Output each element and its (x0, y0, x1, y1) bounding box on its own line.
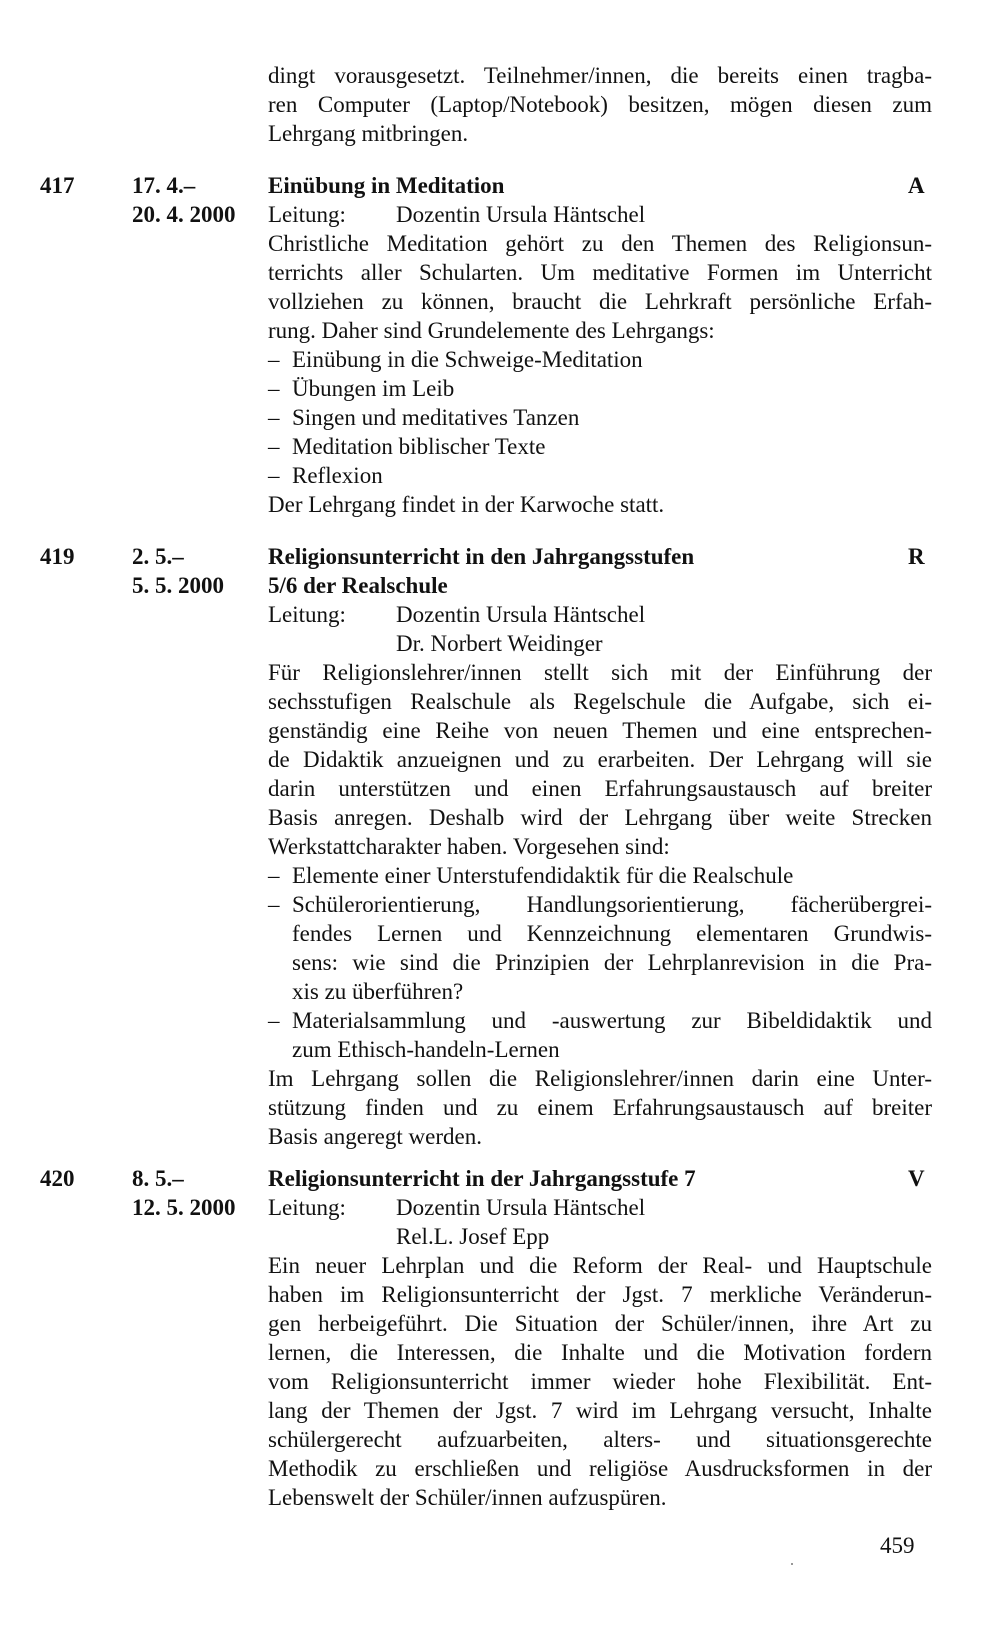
lead-name: Dr. Norbert Weidinger (396, 631, 603, 656)
course-flag: A (908, 173, 925, 198)
intro-line: dingt vorausgesetzt. Teilnehmer/innen, die bereits einen tragba- (268, 63, 932, 88)
course-body-line: Christliche Meditation gehört zu den Themen des Religionsun- (268, 231, 932, 256)
lead-name: Dozentin Ursula Häntschel (396, 602, 646, 627)
page-number: 459 (880, 1533, 915, 1558)
course-body-line: terrichts aller Schularten. Um meditative Formen im Unterricht (268, 260, 932, 285)
lead-label: Leitung: (268, 602, 346, 627)
course-date-start: 2. 5.– (132, 544, 184, 569)
course-closing: stützung finden und zu einem Erfahrungsaustausch auf breiter (268, 1095, 932, 1120)
course-body-line: Basis anregen. Deshalb wird der Lehrgang über weite Strecken (268, 805, 932, 830)
list-item-cont: xis zu überführen? (292, 979, 464, 1004)
course-body-line: Lebenswelt der Schüler/innen aufzuspüren. (268, 1485, 667, 1510)
list-dash: – (268, 347, 280, 372)
course-closing: Basis angeregt werden. (268, 1124, 482, 1149)
scan-speck (791, 1563, 793, 1565)
course-date-start: 8. 5.– (132, 1166, 184, 1191)
course-date-start: 17. 4.– (132, 173, 196, 198)
course-body-line: Für Religionslehrer/innen stellt sich mit der Einführung der (268, 660, 932, 685)
list-item: Einübung in die Schweige-Meditation (292, 347, 643, 372)
course-body-line: vollziehen zu können, braucht die Lehrkraft persönliche Erfah- (268, 289, 932, 314)
course-flag: V (908, 1166, 925, 1191)
course-closing: Im Lehrgang sollen die Religionslehrer/innen darin eine Unter- (268, 1066, 932, 1091)
course-flag: R (908, 544, 925, 569)
list-dash: – (268, 434, 280, 459)
course-body-line: haben im Religionsunterricht der Jgst. 7 merkliche Veränderun- (268, 1282, 932, 1307)
course-date-end: 12. 5. 2000 (132, 1195, 236, 1220)
course-number: 420 (40, 1166, 75, 1191)
list-item: Meditation biblischer Texte (292, 434, 546, 459)
intro-line: Lehrgang mitbringen. (268, 121, 469, 146)
lead-label: Leitung: (268, 1195, 346, 1220)
lead-name: Dozentin Ursula Häntschel (396, 202, 646, 227)
course-body-line: lernen, die Interessen, die Inhalte und die Motivation fordern (268, 1340, 932, 1365)
course-date-end: 20. 4. 2000 (132, 202, 236, 227)
course-body-line: rung. Daher sind Grundelemente des Lehrgangs: (268, 318, 715, 343)
lead-label: Leitung: (268, 202, 346, 227)
course-body-line: schülergerecht aufzuarbeiten, alters- und situationsgerechte (268, 1427, 932, 1452)
course-number: 419 (40, 544, 75, 569)
list-item: Reflexion (292, 463, 383, 488)
list-dash: – (268, 892, 280, 917)
course-body-line: gen herbeigeführt. Die Situation der Schüler/innen, ihre Art zu (268, 1311, 932, 1336)
course-body-line: sechsstufigen Realschule als Regelschule die Aufgabe, sich ei- (268, 689, 932, 714)
course-closing: Der Lehrgang findet in der Karwoche statt. (268, 492, 665, 517)
list-dash: – (268, 405, 280, 430)
course-body-line: vom Religionsunterricht immer wieder hohe Flexibilität. Ent- (268, 1369, 932, 1394)
list-item: Materialsammlung und -auswertung zur Bibeldidaktik und (292, 1008, 932, 1033)
list-item-cont: sens: wie sind die Prinzipien der Lehrplanrevision in die Pra- (292, 950, 932, 975)
course-body-line: de Didaktik anzueignen und zu erarbeiten. Der Lehrgang will sie (268, 747, 932, 772)
list-dash: – (268, 463, 280, 488)
course-body-line: darin unterstützen und einen Erfahrungsaustausch auf breiter (268, 776, 932, 801)
list-item: Übungen im Leib (292, 376, 455, 401)
list-item-cont: zum Ethisch-handeln-Lernen (292, 1037, 560, 1062)
course-body-line: Ein neuer Lehrplan und die Reform der Real- und Hauptschule (268, 1253, 932, 1278)
list-dash: – (268, 1008, 280, 1033)
lead-name: Rel.L. Josef Epp (396, 1224, 550, 1249)
course-body-line: lang der Themen der Jgst. 7 wird im Lehrgang versucht, Inhalte (268, 1398, 932, 1423)
list-dash: – (268, 863, 280, 888)
list-item-cont: fendes Lernen und Kennzeichnung elementaren Grundwis- (292, 921, 932, 946)
lead-name: Dozentin Ursula Häntschel (396, 1195, 646, 1220)
course-title: Religionsunterricht in den Jahrgangsstufen (268, 544, 695, 569)
list-item: Singen und meditatives Tanzen (292, 405, 580, 430)
course-title-cont: 5/6 der Realschule (268, 573, 448, 598)
intro-line: ren Computer (Laptop/Notebook) besitzen, mögen diesen zum (268, 92, 932, 117)
course-number: 417 (40, 173, 75, 198)
course-title: Religionsunterricht in der Jahrgangsstufe 7 (268, 1166, 696, 1191)
course-body-line: genständig eine Reihe von neuen Themen und eine entsprechen- (268, 718, 932, 743)
list-item: Schülerorientierung, Handlungsorientierung, fächerübergrei- (292, 892, 932, 917)
course-body-line: Methodik zu erschließen und religiöse Ausdrucksformen in der (268, 1456, 932, 1481)
course-body-line: Werkstattcharakter haben. Vorgesehen sind: (268, 834, 670, 859)
list-dash: – (268, 376, 280, 401)
list-item: Elemente einer Unterstufendidaktik für die Realschule (292, 863, 794, 888)
course-title: Einübung in Meditation (268, 173, 505, 198)
course-date-end: 5. 5. 2000 (132, 573, 224, 598)
